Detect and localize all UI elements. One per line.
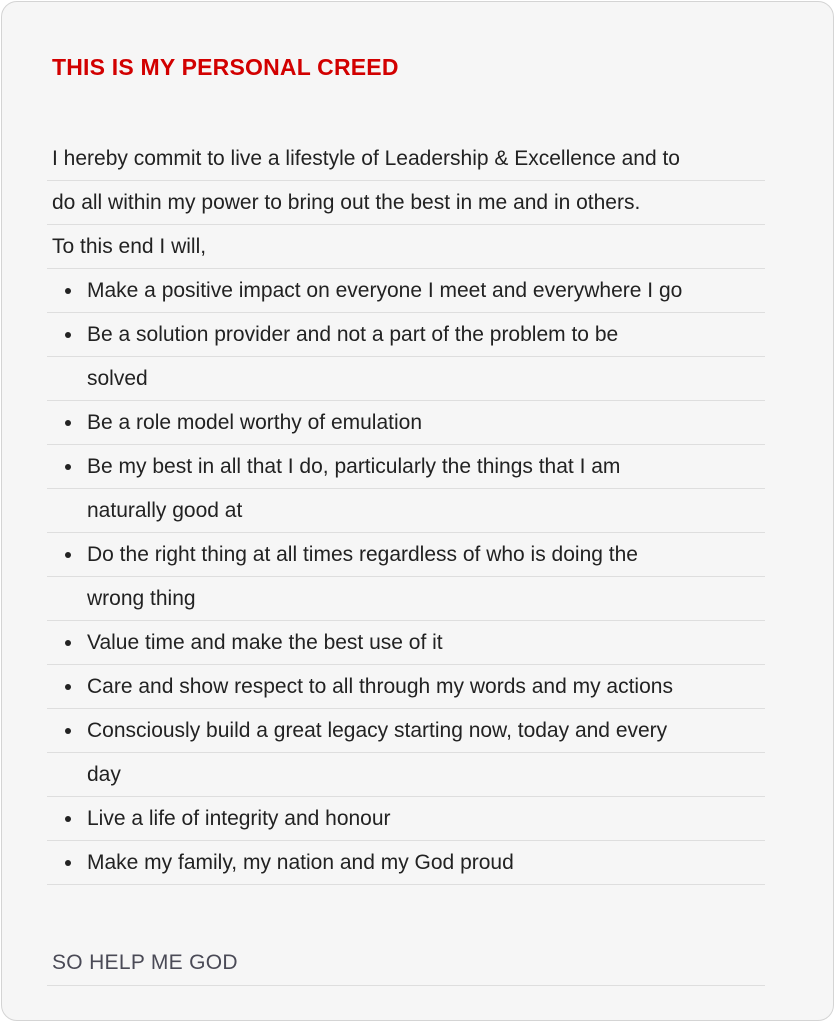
list-item-text: Be a role model worthy of emulation [87, 410, 423, 434]
list-item-text: Be a solution provider and not a part of the problem to be [87, 322, 619, 346]
intro-line [47, 137, 765, 181]
list-item-text: Live a life of integrity and honour [87, 806, 391, 830]
list-item-text: day [87, 762, 121, 786]
list-item-text: Consciously build a great legacy starting now, today and every [87, 718, 668, 742]
list-item [47, 709, 765, 753]
bullet-icon [65, 288, 71, 294]
bullet-icon [65, 728, 71, 734]
list-item [47, 621, 765, 665]
list-item [47, 797, 765, 841]
list-item-text: Care and show respect to all through my words and my actions [87, 674, 673, 698]
closing-line [47, 941, 765, 986]
creed-card [1, 1, 834, 1021]
bullet-icon [65, 640, 71, 646]
intro-line-text: I hereby commit to live a lifestyle of Leadership & Excellence and to [52, 146, 680, 170]
list-item-text: solved [87, 366, 148, 390]
list-item-text: wrong thing [87, 586, 196, 610]
intro-line-text: do all within my power to bring out the best in me and in others. [52, 190, 641, 214]
list-item [47, 445, 765, 489]
intro-line-text: To this end I will, [52, 234, 207, 258]
bullet-icon [65, 420, 71, 426]
list-item-continuation [47, 753, 765, 797]
list-item-text: naturally good at [87, 498, 243, 522]
bullet-icon [65, 464, 71, 470]
list-item [47, 841, 765, 885]
creed-body [47, 137, 765, 885]
bullet-icon [65, 816, 71, 822]
list-item-continuation [47, 357, 765, 401]
list-item-text: Do the right thing at all times regardless of who is doing the [87, 542, 638, 566]
bullet-icon [65, 332, 71, 338]
list-item-continuation [47, 489, 765, 533]
page-title: THIS IS MY PERSONAL CREED [52, 54, 399, 80]
intro-line [47, 181, 765, 225]
list-item [47, 533, 765, 577]
list-item [47, 665, 765, 709]
bullet-icon [65, 552, 71, 558]
closing-text: SO HELP ME GOD [52, 951, 238, 974]
list-item-text: Value time and make the best use of it [87, 630, 443, 654]
intro-line [47, 225, 765, 269]
list-item-text: Make my family, my nation and my God proud [87, 850, 514, 874]
list-item-text: Be my best in all that I do, particularly the things that I am [87, 454, 621, 478]
list-item-continuation [47, 577, 765, 621]
list-item [47, 401, 765, 445]
bullet-icon [65, 684, 71, 690]
bullet-icon [65, 860, 71, 866]
list-item-text: Make a positive impact on everyone I meet and everywhere I go [87, 278, 683, 302]
list-item [47, 313, 765, 357]
list-item [47, 269, 765, 313]
